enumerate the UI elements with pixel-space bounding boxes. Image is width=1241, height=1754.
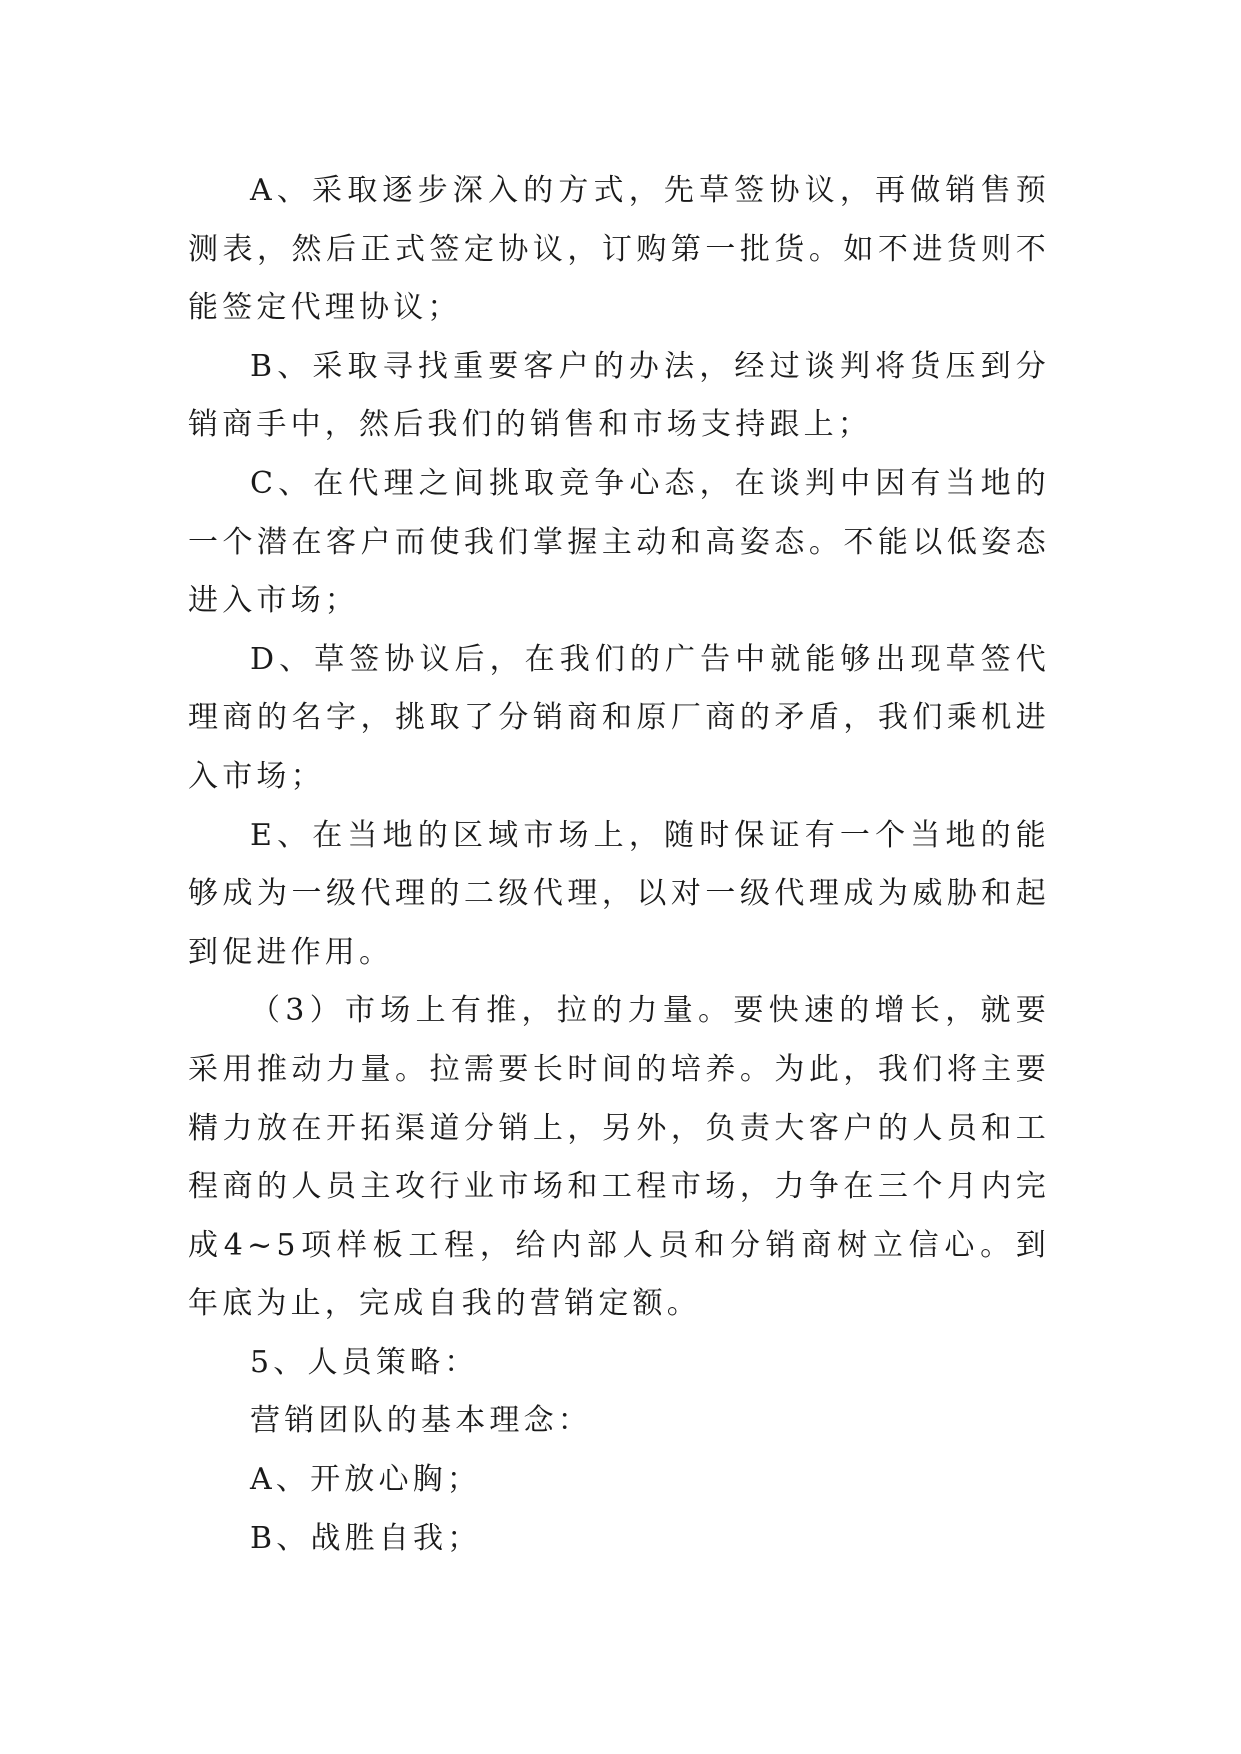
list-item-overcome-self: B、战胜自我；	[250, 1520, 482, 1556]
paragraph-team-philosophy: 营销团队的基本理念：	[250, 1403, 592, 1439]
paragraph-d-advertising: D、草签协议后，在我们的广告中就能够出现草签代理商的名字，挑取了分销商和原厂商的矛盾，我们乘机进入市场；	[188, 641, 1050, 794]
document-body	[188, 162, 1050, 1568]
paragraph-3-push-pull: （3）市场上有推，拉的力量。要快速的增长，就要采用推动力量。拉需要长时间的培养。为此，我们将主要精力放在开拓渠道分销上，另外，负责大客户的人员和工程商的人员主攻行业市场和工程市场，力争在三个月内完成4~5项样板工程，给内部人员和分销商树立信心。到年底为止，完成自我的营销定额。	[188, 993, 1050, 1322]
paragraph-c-competition: C、在代理之间挑取竞争心态，在谈判中因有当地的一个潜在客户而使我们掌握主动和高姿态。不能以低姿态进入市场；	[188, 465, 1050, 619]
paragraph-e-regional-market: E、在当地的区域市场上，随时保证有一个当地的能够成为一级代理的二级代理，以对一级代理成为威胁和起到促进作用。	[188, 817, 1050, 970]
paragraph-a-agreement-steps: A、采取逐步深入的方式，先草签协议，再做销售预测表，然后正式签定协议，订购第一批货。如不进货则不能签定代理协议；	[188, 173, 1050, 326]
list-item-open-mind: A、开放心胸；	[250, 1462, 482, 1498]
paragraph-b-key-customers: B、采取寻找重要客户的办法，经过谈判将货压到分销商手中，然后我们的销售和市场支持跟上；	[188, 348, 1050, 443]
section-heading-personnel-strategy: 5、人员策略：	[250, 1344, 479, 1380]
